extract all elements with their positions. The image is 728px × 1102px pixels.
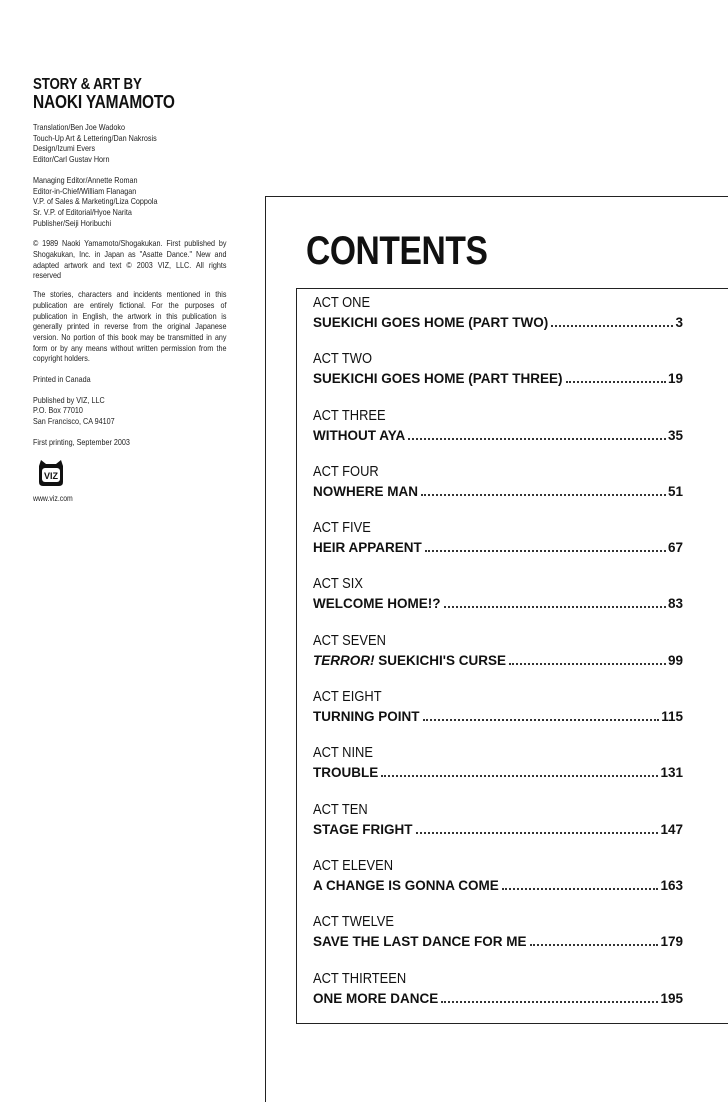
chapter-entry xyxy=(313,483,683,501)
chapter-title: TERROR! SUEKICHI'S CURSE xyxy=(313,652,506,668)
credits-column xyxy=(33,76,228,504)
chapter-entry xyxy=(313,764,683,782)
staff-credits xyxy=(33,122,227,165)
toc-item xyxy=(313,744,683,800)
dot-leader xyxy=(444,606,666,608)
page-number: 67 xyxy=(667,540,683,556)
dot-leader xyxy=(441,1001,658,1003)
toc-item xyxy=(313,519,683,575)
staff-line: Publisher/Seiji Horibuchi xyxy=(33,217,112,228)
act-number: ACT FIVE xyxy=(313,519,371,537)
chapter-title: STAGE FRIGHT xyxy=(313,821,413,837)
page-number: 99 xyxy=(667,652,683,668)
viz-logo xyxy=(35,458,228,493)
toc-item xyxy=(313,350,683,406)
chapter-title: ONE MORE DANCE xyxy=(313,990,439,1006)
toc-item xyxy=(313,857,683,913)
toc-item xyxy=(313,575,683,631)
address-line: Published by VIZ, LLC xyxy=(33,394,105,405)
staff-line: Sr. V.P. of Editorial/Hyoe Narita xyxy=(33,206,132,217)
staff-line: Managing Editor/Annette Roman xyxy=(33,174,138,185)
staff-line: Touch-Up Art & Lettering/Dan Nakrosis xyxy=(33,132,157,143)
act-number: ACT FOUR xyxy=(313,462,379,480)
chapter-entry xyxy=(313,595,683,613)
dot-leader xyxy=(502,888,659,890)
dot-leader xyxy=(566,381,666,383)
chapter-entry xyxy=(313,652,683,670)
chapter-title: WITHOUT AYA xyxy=(313,427,406,443)
frame-left-rule xyxy=(265,196,266,1102)
page-number: 131 xyxy=(660,765,683,781)
address-line: San Francisco, CA 94107 xyxy=(33,416,115,427)
dot-leader xyxy=(509,663,666,665)
website-url: www.viz.com xyxy=(33,493,73,503)
toc-item xyxy=(313,801,683,857)
page-number: 35 xyxy=(667,427,683,443)
chapter-title: HEIR APPARENT xyxy=(313,540,422,556)
chapter-entry xyxy=(313,933,683,951)
chapter-title-emphasis: TERROR! xyxy=(313,652,375,668)
act-number: ACT NINE xyxy=(313,744,373,762)
chapter-title: TROUBLE xyxy=(313,765,379,781)
frame-top-rule xyxy=(265,196,728,197)
act-number: ACT EIGHT xyxy=(313,688,382,706)
dot-leader xyxy=(416,832,659,834)
viz-logo-text: VIZ xyxy=(43,470,59,481)
disclaimer: The stories, characters and incidents mentioned in this publication are entirely fictional. For the purposes of publication in English, the artwork in this publication is generally printed in reverse from the original Japanese version. No portion of this book may be transmitted in any form or by any means without written permission from the copyright holders. xyxy=(33,289,227,364)
staff-line: Editor-in-Chief/William Flanagan xyxy=(33,185,137,196)
page-number: 51 xyxy=(667,483,683,499)
address-line: P.O. Box 77010 xyxy=(33,405,83,416)
toc-item xyxy=(313,294,683,350)
dot-leader xyxy=(425,550,666,552)
act-number: ACT TWELVE xyxy=(313,913,395,931)
dot-leader xyxy=(421,494,666,496)
toc-item xyxy=(313,970,683,1026)
act-number: ACT TWO xyxy=(313,350,373,368)
chapter-entry xyxy=(313,427,683,445)
chapter-entry xyxy=(313,539,683,557)
chapter-title: A CHANGE IS GONNA COME xyxy=(313,877,499,893)
page-number: 163 xyxy=(660,877,683,893)
chapter-title: SAVE THE LAST DANCE FOR ME xyxy=(313,934,527,950)
act-number: ACT SEVEN xyxy=(313,631,386,649)
chapter-title: SUEKICHI GOES HOME (PART TWO) xyxy=(313,315,549,330)
management-credits xyxy=(33,175,227,229)
contents-heading: CONTENTS xyxy=(306,229,488,273)
dot-leader xyxy=(530,944,659,946)
act-number: ACT THREE xyxy=(313,406,386,424)
page-number: 195 xyxy=(660,990,683,1006)
toc-item xyxy=(313,632,683,688)
chapter-title: NOWHERE MAN xyxy=(313,483,418,499)
chapter-entry xyxy=(313,370,683,388)
toc-item xyxy=(313,407,683,463)
toc-item xyxy=(313,688,683,744)
staff-line: Translation/Ben Joe Wadoko xyxy=(33,122,125,132)
printed-in: Printed in Canada xyxy=(33,374,91,385)
dot-leader xyxy=(381,775,658,777)
author-name: NAOKI YAMAMOTO xyxy=(33,92,175,112)
page-number: 19 xyxy=(667,371,683,387)
page-number: 115 xyxy=(661,709,683,725)
toc-item xyxy=(313,463,683,519)
chapter-title: TURNING POINT xyxy=(313,709,420,725)
staff-line: Design/Izumi Evers xyxy=(33,143,96,154)
act-number: ACT THIRTEEN xyxy=(313,969,407,987)
printing-info: First printing, September 2003 xyxy=(33,436,130,447)
chapter-title: SUEKICHI GOES HOME (PART THREE) xyxy=(313,371,563,387)
viz-logo-icon xyxy=(35,458,67,488)
chapter-title: WELCOME HOME!? xyxy=(313,596,441,612)
chapter-entry xyxy=(313,877,683,895)
author-credit-line1: STORY & ART BY xyxy=(33,76,142,93)
act-number: ACT TEN xyxy=(313,800,368,818)
page-number: 147 xyxy=(660,821,683,837)
dot-leader xyxy=(423,719,660,721)
dot-leader xyxy=(408,438,666,440)
table-of-contents xyxy=(313,294,683,1026)
chapter-entry xyxy=(313,821,683,839)
staff-line: V.P. of Sales & Marketing/Liza Coppola xyxy=(33,196,158,207)
page-number: 179 xyxy=(660,934,683,950)
copyright-notice: © 1989 Naoki Yamamoto/Shogakukan. First published by Shogakukan, Inc. in Japan as "Asatte Dance." New and adapted artwork and text © 2003 VIZ, LLC. All rights reserved xyxy=(33,238,227,281)
dot-leader xyxy=(551,325,673,327)
toc-item xyxy=(313,913,683,969)
chapter-entry xyxy=(313,708,683,726)
act-number: ACT ONE xyxy=(313,294,371,311)
chapter-entry xyxy=(313,990,683,1008)
page-number: 83 xyxy=(667,596,683,612)
act-number: ACT SIX xyxy=(313,575,363,593)
staff-line: Editor/Carl Gustav Horn xyxy=(33,154,110,165)
page-number: 3 xyxy=(675,315,683,330)
publisher-address xyxy=(33,395,227,427)
chapter-entry xyxy=(313,314,683,332)
author-credit xyxy=(33,76,201,112)
act-number: ACT ELEVEN xyxy=(313,856,394,874)
